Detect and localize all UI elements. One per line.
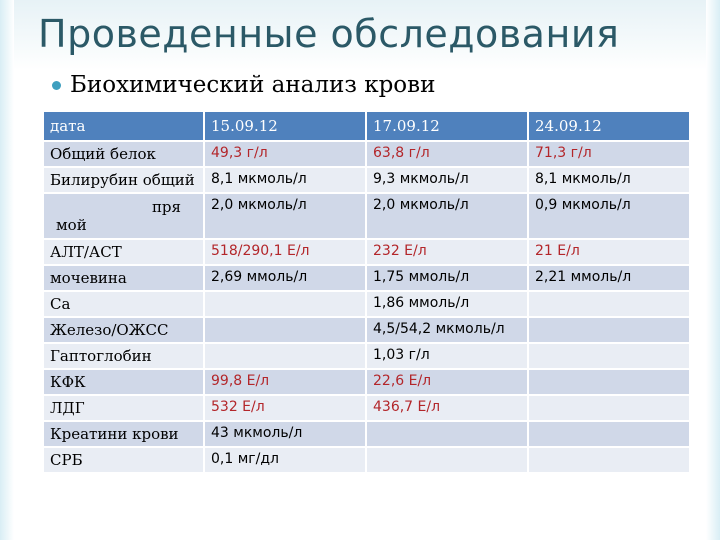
cell-value bbox=[528, 343, 690, 369]
cell-value: 2,69 ммоль/л bbox=[204, 265, 366, 291]
cell-value bbox=[204, 291, 366, 317]
cell-value: 1,03 г/л bbox=[366, 343, 528, 369]
header-cell-date-3: 24.09.12 bbox=[528, 112, 690, 141]
cell-value: 532 Е/л bbox=[204, 395, 366, 421]
header-cell-date: дата bbox=[44, 112, 204, 141]
cell-value: 21 Е/л bbox=[528, 239, 690, 265]
cell-value bbox=[528, 421, 690, 447]
row-label-part: мой bbox=[56, 216, 87, 234]
bullet-dot-icon bbox=[52, 81, 61, 90]
table-row bbox=[44, 291, 690, 317]
cell-value: 71,3 г/л bbox=[528, 141, 690, 167]
cell-value bbox=[528, 317, 690, 343]
cell-value bbox=[528, 447, 690, 473]
table-row bbox=[44, 343, 690, 369]
row-label: Билирубин общий bbox=[44, 167, 204, 193]
page-title: Проведенные обследования bbox=[38, 12, 620, 56]
cell-value: 2,21 ммоль/л bbox=[528, 265, 690, 291]
table-row bbox=[44, 317, 690, 343]
cell-value: 436,7 Е/л bbox=[366, 395, 528, 421]
cell-value bbox=[528, 369, 690, 395]
cell-value bbox=[204, 317, 366, 343]
cell-value bbox=[528, 395, 690, 421]
cell-value: 43 мкмоль/л bbox=[204, 421, 366, 447]
row-label: ЛДГ bbox=[44, 395, 204, 421]
cell-value: 8,1 мкмоль/л bbox=[528, 167, 690, 193]
row-label: Железо/ОЖСС bbox=[44, 317, 204, 343]
cell-value bbox=[366, 447, 528, 473]
row-label: СРБ bbox=[44, 447, 204, 473]
subtitle-line bbox=[52, 72, 435, 98]
cell-value: 232 Е/л bbox=[366, 239, 528, 265]
table-row bbox=[44, 141, 690, 167]
cell-value: 63,8 г/л bbox=[366, 141, 528, 167]
row-label: Креатини крови bbox=[44, 421, 204, 447]
row-label: АЛТ/АСТ bbox=[44, 239, 204, 265]
table-header-row bbox=[44, 112, 690, 141]
table-row bbox=[44, 193, 690, 239]
cell-value: 2,0 мкмоль/л bbox=[366, 193, 528, 239]
cell-value: 1,86 ммоль/л bbox=[366, 291, 528, 317]
row-label bbox=[44, 193, 204, 239]
cell-value: 8,1 мкмоль/л bbox=[204, 167, 366, 193]
table-row bbox=[44, 369, 690, 395]
slide-right-border bbox=[706, 0, 720, 540]
cell-value: 518/290,1 Е/л bbox=[204, 239, 366, 265]
row-label: мочевина bbox=[44, 265, 204, 291]
cell-value bbox=[528, 291, 690, 317]
cell-value: 2,0 мкмоль/л bbox=[204, 193, 366, 239]
table-row bbox=[44, 167, 690, 193]
cell-value bbox=[366, 421, 528, 447]
slide-left-border bbox=[0, 0, 14, 540]
cell-value bbox=[204, 343, 366, 369]
cell-value: 1,75 ммоль/л bbox=[366, 265, 528, 291]
header-cell-date-2: 17.09.12 bbox=[366, 112, 528, 141]
table-row bbox=[44, 265, 690, 291]
row-label-part: пря bbox=[151, 198, 181, 216]
cell-value: 0,9 мкмоль/л bbox=[528, 193, 690, 239]
lab-results-table bbox=[44, 112, 691, 474]
cell-value: 9,3 мкмоль/л bbox=[366, 167, 528, 193]
row-label: Са bbox=[44, 291, 204, 317]
table-row bbox=[44, 447, 690, 473]
table-row bbox=[44, 239, 690, 265]
row-label: Общий белок bbox=[44, 141, 204, 167]
cell-value: 4,5/54,2 мкмоль/л bbox=[366, 317, 528, 343]
cell-value: 49,3 г/л bbox=[204, 141, 366, 167]
cell-value: 22,6 Е/л bbox=[366, 369, 528, 395]
subtitle: Биохимический анализ крови bbox=[70, 72, 436, 98]
table-row bbox=[44, 395, 690, 421]
cell-value: 0,1 мг/дл bbox=[204, 447, 366, 473]
header-cell-date-1: 15.09.12 bbox=[204, 112, 366, 141]
table-row bbox=[44, 421, 690, 447]
row-label: КФК bbox=[44, 369, 204, 395]
row-label: Гаптоглобин bbox=[44, 343, 204, 369]
cell-value: 99,8 Е/л bbox=[204, 369, 366, 395]
